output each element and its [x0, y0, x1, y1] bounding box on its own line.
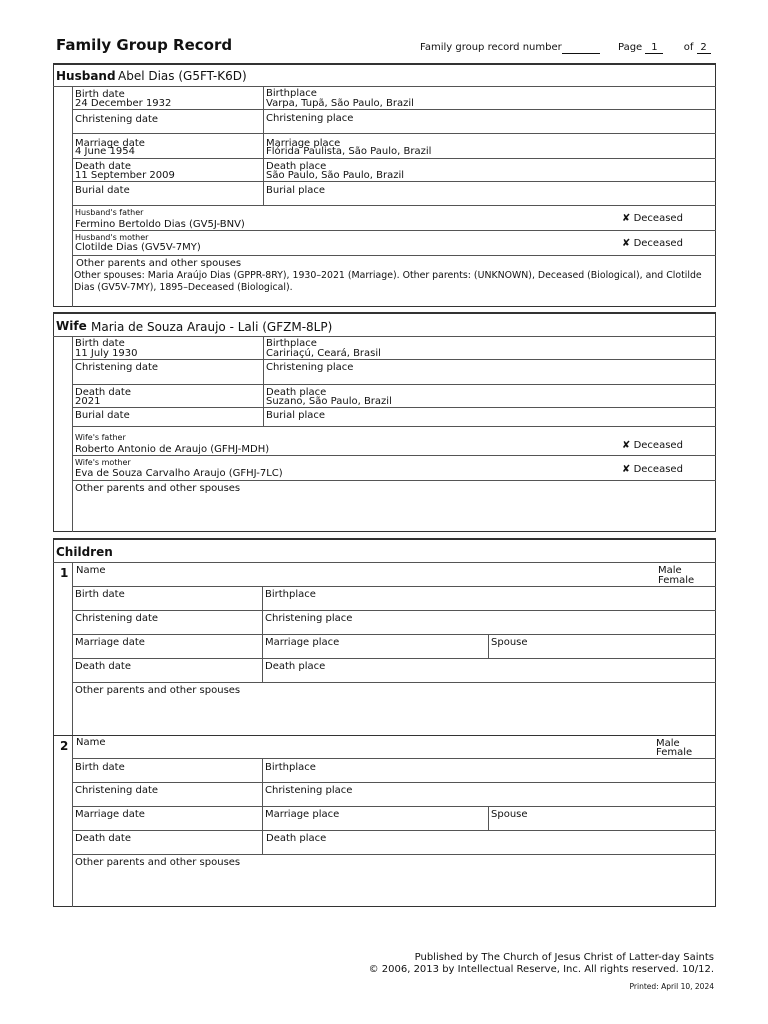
wife-father: Roberto Antonio de Araujo (GFHJ-MDH) [75, 444, 270, 455]
husband-birth-date-label: Birth date [75, 89, 125, 100]
husband-death-date-label: Death date [75, 161, 131, 172]
wife-other-parents-label: Other parents and other spouses [75, 483, 241, 494]
child-1-marriage-date-label: Marriage date [75, 637, 145, 648]
wife-christening-place-label: Christening place [266, 362, 354, 373]
child-2-marriage-place-label: Marriage place [265, 809, 340, 820]
wife-mother-label: Wife's mother [75, 458, 131, 467]
child-1-death-date-label: Death date [75, 661, 131, 672]
wife-death-date-label: Death date [75, 387, 131, 398]
footer-line-1: Published by The Church of Jesus Christ of Latter-day Saints [414, 952, 714, 963]
husband-birthplace: Varpa, Tupã, São Paulo, Brazil [266, 98, 414, 109]
wife-mother: Eva de Souza Carvalho Araujo (GFHJ-7LC) [75, 468, 283, 479]
wife-burial-place-label: Burial place [266, 410, 326, 421]
deceased-check-icon: ✘ [622, 440, 631, 451]
husband-other-parents-line1: Other spouses: Maria Araújo Dias (GPPR-8RY), 1930–2021 (Marriage). Other parents: (UNKNOWN), Deceased (Biological), and Clotilde [74, 270, 702, 281]
page-number: 1 [645, 42, 663, 54]
child-2-spouse-label: Spouse [491, 809, 528, 820]
child-2-birth-date-label: Birth date [75, 762, 125, 773]
page-title: Family Group Record [56, 36, 233, 54]
child-1-female-label[interactable]: Female [658, 575, 695, 586]
husband-mother: Clotilde Dias (GV5V-7MY) [75, 242, 201, 253]
child-2-other-parents-label: Other parents and other spouses [75, 857, 241, 868]
wife-death-place-label: Death place [266, 387, 327, 398]
husband-birthplace-label: Birthplace [266, 88, 317, 99]
husband-marriage-date: 4 June 1954 [75, 146, 135, 157]
child-1-male-label[interactable]: Male [658, 565, 682, 576]
wife-death-place: Suzano, São Paulo, Brazil [266, 396, 392, 407]
child-2-death-date-label: Death date [75, 833, 131, 844]
child-1-death-place-label: Death place [265, 661, 326, 672]
wife-section-label: Wife [56, 319, 87, 333]
husband-death-date: 11 September 2009 [75, 170, 175, 181]
wife-death-date: 2021 [75, 396, 101, 407]
deceased-check-icon: ✘ [622, 213, 631, 224]
wife-christening-date-label: Christening date [75, 362, 159, 373]
children-section-label: Children [56, 545, 113, 559]
footer-publisher [369, 952, 714, 976]
child-2-marriage-date-label: Marriage date [75, 809, 145, 820]
deceased-check-icon: ✘ [622, 464, 631, 475]
child-2-death-place-label: Death place [266, 833, 327, 844]
wife-name: Maria de Souza Araujo - Lali (GFZM-8LP) [91, 320, 333, 334]
husband-marriage-date-label: Marriage date [75, 138, 145, 149]
wife-mother-deceased: ✘ Deceased [622, 464, 683, 475]
wife-birth-date-label: Birth date [75, 338, 125, 349]
husband-other-parents-label: Other parents and other spouses [76, 258, 242, 269]
page-indicator [618, 42, 711, 54]
footer-printed-date: Printed: April 10, 2024 [629, 982, 714, 991]
husband-death-place: São Paulo, São Paulo, Brazil [266, 170, 405, 181]
husband-section-label: Husband [56, 69, 116, 83]
child-1-birthplace-label: Birthplace [265, 589, 316, 600]
wife-section [53, 312, 716, 532]
child-2-male-label[interactable]: Male [656, 738, 680, 749]
husband-other-parents-line2: Dias (GV5V-7MY), 1895–Deceased (Biological). [74, 282, 293, 293]
wife-birth-date: 11 July 1930 [75, 348, 138, 359]
child-1-spouse-label: Spouse [491, 637, 528, 648]
husband-christening-place-label: Christening place [266, 113, 354, 124]
record-number-label: Family group record number [420, 42, 562, 53]
husband-burial-place-label: Burial place [266, 185, 326, 196]
children-section [53, 538, 716, 907]
child-2-birthplace-label: Birthplace [265, 762, 316, 773]
husband-christening-date-label: Christening date [75, 114, 159, 125]
child-2-name-label: Name [76, 737, 106, 748]
child-2-christening-place-label: Christening place [265, 785, 353, 796]
of-label: of [683, 42, 694, 53]
husband-marriage-place: Flórida Paulista, São Paulo, Brazil [266, 146, 432, 157]
wife-birthplace: Caririaçú, Ceará, Brasil [266, 348, 381, 359]
record-number-row [420, 42, 600, 54]
child-2-number: 2 [60, 739, 69, 753]
child-1-marriage-place-label: Marriage place [265, 637, 340, 648]
page-label: Page [618, 42, 643, 53]
husband-father-deceased: ✘ Deceased [622, 213, 683, 224]
child-1-birth-date-label: Birth date [75, 589, 125, 600]
husband-father: Fermino Bertoldo Dias (GV5J-BNV) [75, 219, 245, 230]
husband-father-label: Husband's father [75, 208, 144, 217]
husband-burial-date-label: Burial date [75, 185, 130, 196]
footer-line-2: © 2006, 2013 by Intellectual Reserve, Inc. All rights reserved. 10/12. [368, 964, 714, 975]
child-1-name-label: Name [76, 565, 106, 576]
child-1-christening-date-label: Christening date [75, 613, 159, 624]
husband-mother-deceased: ✘ Deceased [622, 238, 683, 249]
husband-death-place-label: Death place [266, 161, 327, 172]
child-2-christening-date-label: Christening date [75, 785, 159, 796]
record-number-field[interactable] [562, 42, 600, 54]
deceased-check-icon: ✘ [622, 238, 631, 249]
wife-burial-date-label: Burial date [75, 410, 130, 421]
husband-birth-date: 24 December 1932 [75, 98, 172, 109]
husband-name: Abel Dias (G5FT-K6D) [118, 69, 247, 83]
wife-father-label: Wife's father [75, 433, 126, 442]
child-1-other-parents-label: Other parents and other spouses [75, 685, 241, 696]
child-1-number: 1 [60, 566, 69, 580]
husband-marriage-place-label: Marriage place [266, 138, 341, 149]
child-1-christening-place-label: Christening place [265, 613, 353, 624]
child-2-female-label[interactable]: Female [656, 747, 693, 758]
page-total: 2 [697, 42, 711, 54]
wife-father-deceased: ✘ Deceased [622, 440, 683, 451]
husband-mother-label: Husband's mother [75, 233, 149, 242]
wife-birthplace-label: Birthplace [266, 338, 317, 349]
